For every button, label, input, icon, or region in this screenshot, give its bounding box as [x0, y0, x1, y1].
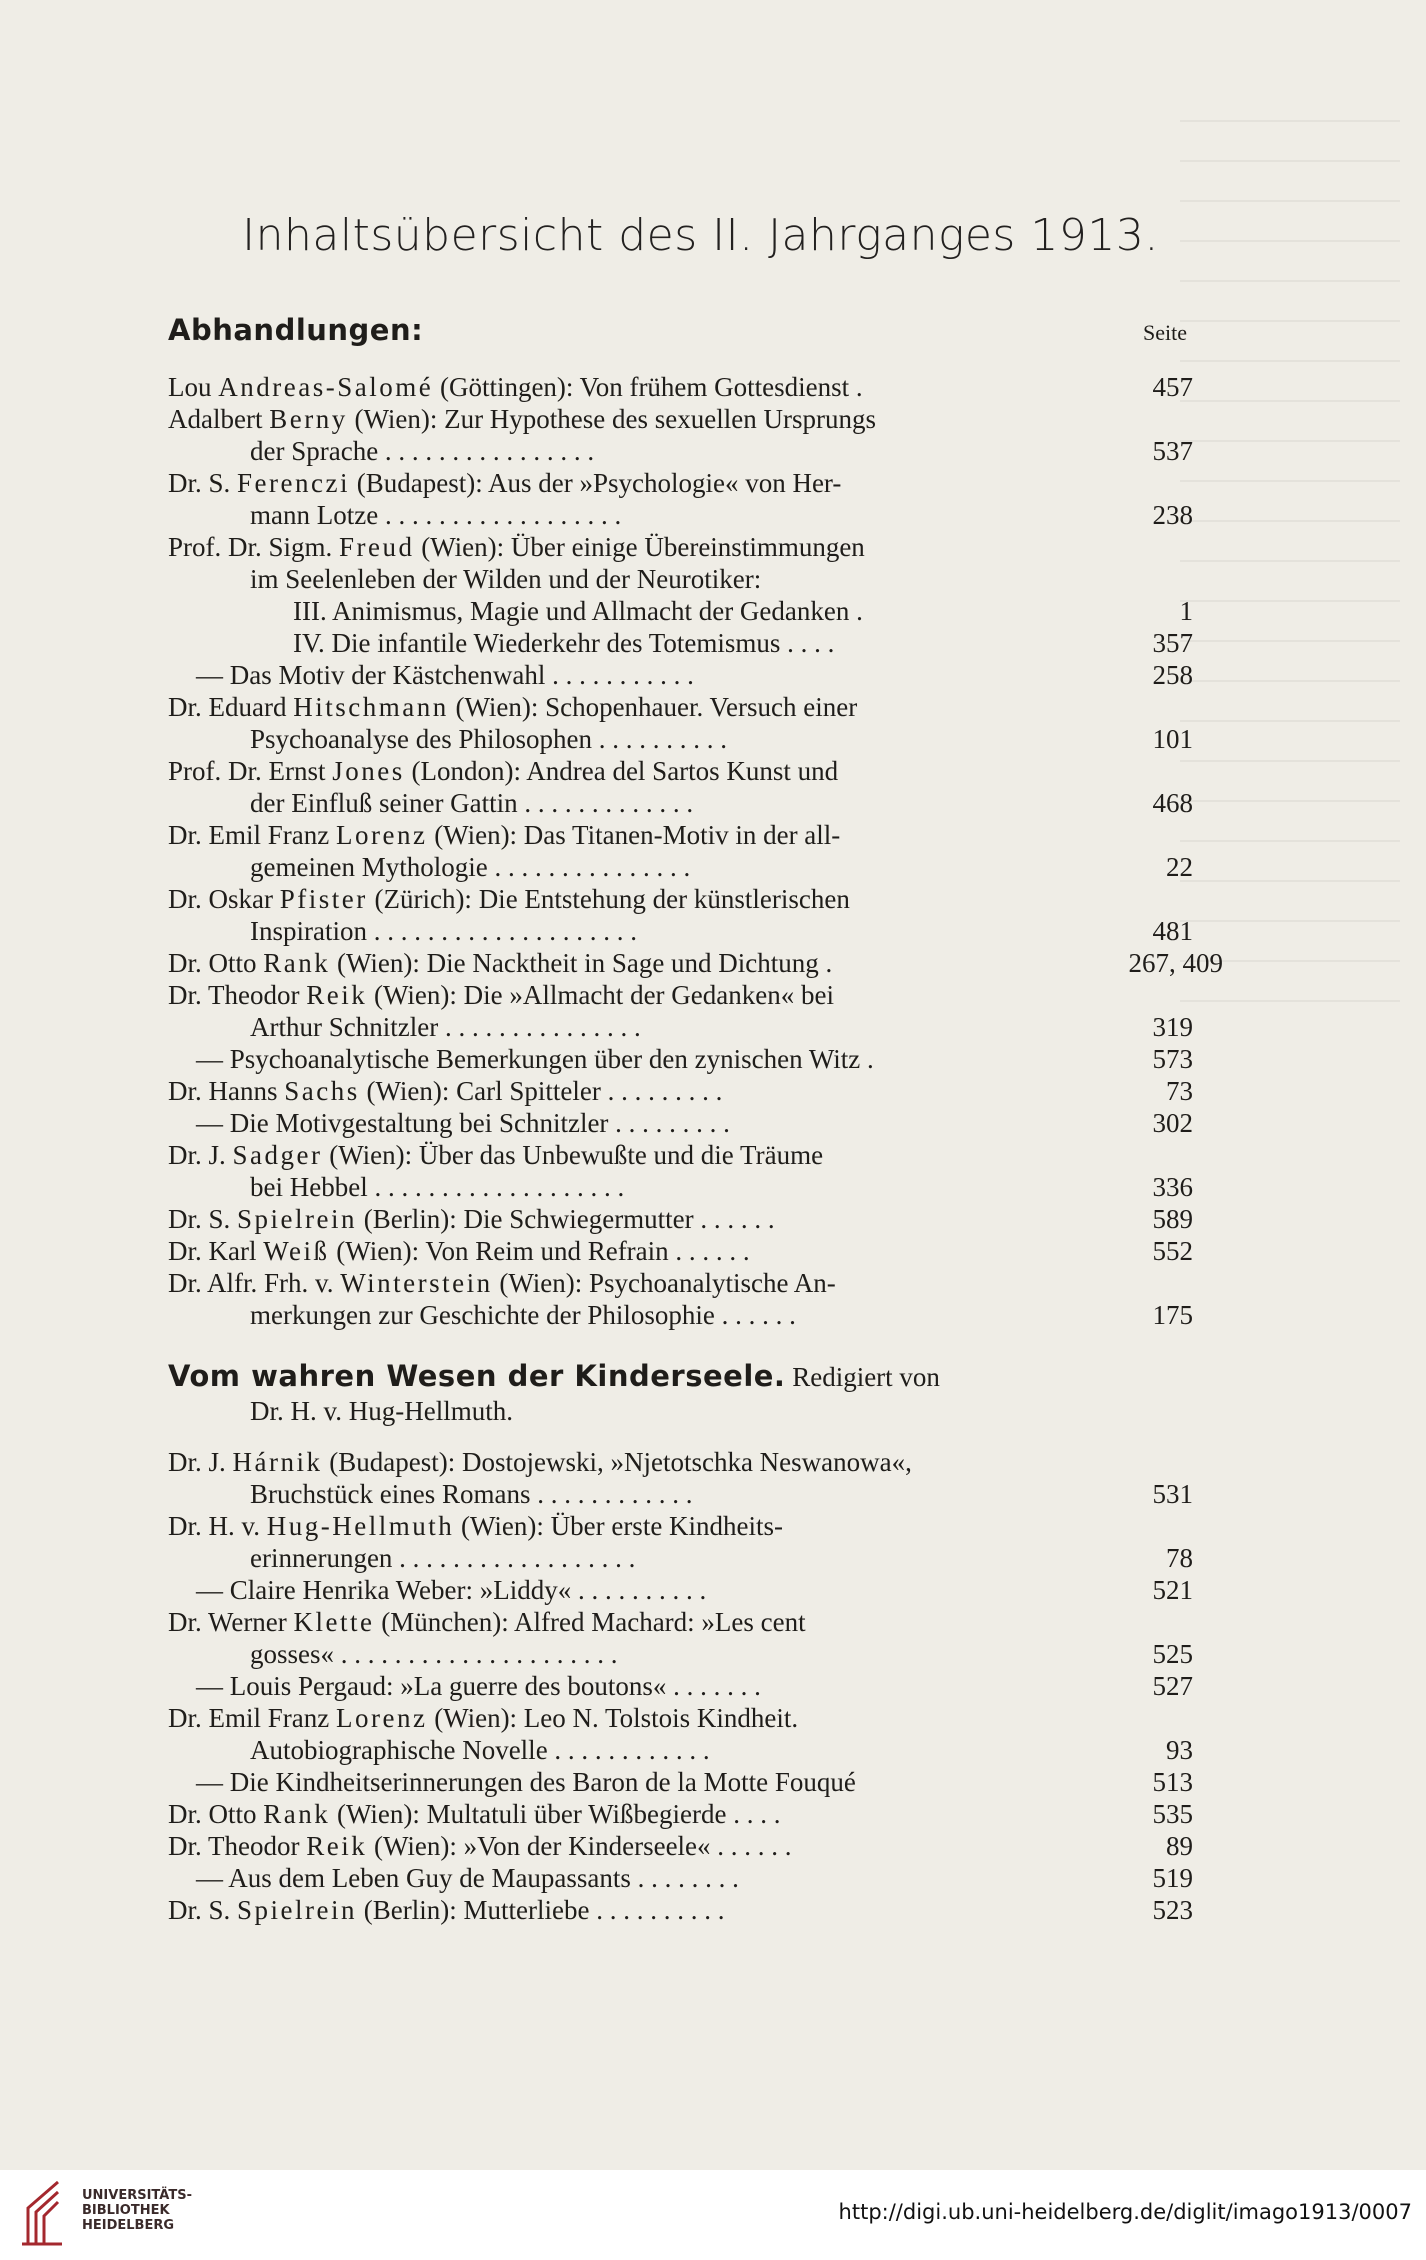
entry-page-number: 101 [1152, 724, 1193, 754]
entry-page-number: 468 [1152, 788, 1193, 818]
entry-text [168, 531, 1103, 595]
entry-prefix: Dr. J. [168, 1140, 233, 1170]
toc-entry [168, 691, 1193, 755]
entry-text [168, 1670, 1103, 1702]
entry-text [168, 403, 1103, 467]
entry-text [168, 659, 1103, 691]
entry-author: Sadger [232, 1140, 323, 1170]
toc-entry [168, 659, 1193, 691]
entry-prefix: Dr. Eduard [168, 692, 294, 722]
entry-prefix: Dr. S. [168, 1895, 238, 1925]
editor-name: Dr. H. v. Hug-Hellmuth. [250, 1396, 513, 1426]
entry-text [168, 1830, 1103, 1862]
entry-page-number: 589 [1152, 1204, 1193, 1234]
entry-author: Berny [269, 404, 348, 434]
entry-page-number: 573 [1152, 1044, 1193, 1074]
toc-entry [168, 531, 1193, 595]
entry-page-number: 258 [1152, 660, 1193, 690]
entry-author: Jones [332, 756, 405, 786]
entry-title: (Wien): Schopenhauer. Versuch einer [448, 692, 858, 722]
entry-title: (Budapest): Aus der »Psychologie« von Her- [349, 468, 842, 498]
page-title: Inhaltsübersicht des II. Jahrganges 1913. [242, 210, 1159, 261]
entry-text [168, 467, 1103, 531]
entry-prefix: Dr. Otto [168, 948, 264, 978]
toc-entry [168, 1702, 1193, 1766]
toc-entry [168, 627, 1193, 659]
entry-title: (Wien): Multatuli über Wißbegierde . . . . [330, 1799, 781, 1829]
entry-prefix: Dr. J. [168, 1447, 233, 1477]
entry-title-continued: Bruchstück eines Romans . . . . . . . . . . . . [250, 1479, 693, 1509]
section-kinderseele [168, 1359, 1193, 1428]
entry-prefix: Dr. H. v. [168, 1511, 267, 1541]
toc-entry [168, 1670, 1193, 1702]
toc-entry [168, 1446, 1193, 1510]
entry-text [168, 1862, 1103, 1894]
entry-page-number: 537 [1152, 436, 1193, 466]
entry-text [168, 1446, 1103, 1510]
entry-title-continued: bei Hebbel . . . . . . . . . . . . . . . . . . . [250, 1172, 625, 1202]
entry-prefix: Dr. Hanns [168, 1076, 285, 1106]
entry-prefix: Dr. Oskar [168, 884, 280, 914]
entry-page-number: 457 [1152, 372, 1193, 402]
entry-text [168, 1139, 1103, 1203]
entry-author: Lorenz [335, 820, 428, 850]
library-logo-icon [18, 2178, 66, 2248]
entry-text [168, 1606, 1103, 1670]
entry-page-number: 302 [1152, 1108, 1193, 1138]
entry-continuation-title: — Louis Pergaud: »La guerre des boutons« . . . . . . . [196, 1671, 761, 1701]
entry-title: (Wien): Von Reim und Refrain . . . . . . [329, 1236, 750, 1266]
entry-author: Sachs [284, 1076, 360, 1106]
entry-author: Andreas-Salomé [218, 372, 434, 402]
entry-author: Pfister [279, 884, 368, 914]
entry-prefix: Dr. Werner [168, 1607, 294, 1637]
section-heading-abhandlungen: Abhandlungen: [168, 313, 424, 347]
entry-title: (London): Andrea del Sartos Kunst und [404, 756, 839, 786]
entry-title: (Berlin): Die Schwiegermutter . . . . . . [357, 1204, 775, 1234]
entry-prefix: Dr. Theodor [168, 1831, 307, 1861]
entry-prefix: Prof. Dr. Sigm. [168, 532, 340, 562]
entry-prefix: Dr. Karl [168, 1236, 264, 1266]
entry-text [168, 1267, 1103, 1331]
toc-entry [168, 1798, 1193, 1830]
source-url[interactable]: http://digi.ub.uni-heidelberg.de/diglit/imago1913/0007 [838, 2200, 1412, 2224]
toc-entry [168, 1107, 1193, 1139]
entry-title: (Wien): »Von der Kinderseele« . . . . . . [367, 1831, 792, 1861]
toc-entry [168, 1510, 1193, 1574]
toc-entry [168, 755, 1193, 819]
entry-title: (Zürich): Die Entstehung der künstlerischen [367, 884, 850, 914]
entry-continuation-title: — Die Kindheitserinnerungen des Baron de la Motte Fouqué [196, 1767, 856, 1797]
entry-continuation-title: — Aus dem Leben Guy de Maupassants . . . . . . . . [196, 1863, 739, 1893]
entry-text [168, 1043, 1103, 1075]
entry-title-continued: Autobiographische Novelle . . . . . . . . . . . . [250, 1735, 710, 1765]
entry-title: (Wien): Über das Unbewußte und die Träume [322, 1140, 824, 1170]
editor-prefix: Redigiert von [785, 1362, 940, 1392]
entry-author: Freud [339, 532, 415, 562]
entry-page-number: 513 [1152, 1767, 1193, 1797]
entry-page-number: 89 [1166, 1831, 1193, 1861]
entry-text [168, 1107, 1103, 1139]
entry-text [168, 883, 1103, 947]
entry-page-number: 523 [1152, 1895, 1193, 1925]
entry-prefix: Dr. Theodor [168, 980, 307, 1010]
bleed-through-shadow [1180, 120, 1400, 1020]
entry-title: (Wien): Carl Spitteler . . . . . . . . . [359, 1076, 723, 1106]
entry-author: Reik [306, 1831, 368, 1861]
entry-author: Winterstein [340, 1268, 493, 1298]
toc-entry [168, 1606, 1193, 1670]
kinderseele-list [168, 1446, 1193, 1926]
toc-entry [168, 1830, 1193, 1862]
toc-entry [168, 1766, 1193, 1798]
entry-text [168, 627, 1103, 659]
entry-prefix: Dr. Alfr. Frh. v. [168, 1268, 341, 1298]
entry-title-continued: Arthur Schnitzler . . . . . . . . . . . . . . . [250, 1012, 641, 1042]
entry-page-number: 519 [1152, 1863, 1193, 1893]
entry-author: Klette [293, 1607, 375, 1637]
entry-title: (Wien): Die Nacktheit in Sage und Dichtung . [330, 948, 833, 978]
entry-text [168, 691, 1103, 755]
entry-title: (Wien): Leo N. Tolstois Kindheit. [427, 1703, 799, 1733]
entry-text [168, 1894, 1103, 1926]
entry-text [168, 1574, 1103, 1606]
toc-entry [168, 947, 1223, 979]
entry-title: (Wien): Das Titanen-Motiv in der all- [427, 820, 841, 850]
toc-entry [168, 1235, 1193, 1267]
entry-author: Ferenczi [237, 468, 350, 498]
entry-title: (Wien): Psychoanalytische An- [492, 1268, 836, 1298]
footer-bar [0, 2170, 1426, 2260]
entry-continuation-title: — Claire Henrika Weber: »Liddy« . . . . . . . . . . [196, 1575, 707, 1605]
entry-page-number: 535 [1152, 1799, 1193, 1829]
entry-text [168, 1766, 1103, 1798]
entry-page-number: 521 [1152, 1575, 1193, 1605]
toc-entry [168, 1139, 1193, 1203]
toc-entry [168, 1203, 1193, 1235]
entry-title-continued: gemeinen Mythologie . . . . . . . . . . . . . . . [250, 852, 691, 882]
entry-text [168, 755, 1103, 819]
entry-title-continued: gosses« . . . . . . . . . . . . . . . . . . . . . [250, 1639, 618, 1669]
entry-title-continued: Psychoanalyse des Philosophen . . . . . . . . . . [250, 724, 727, 754]
entry-title: (Göttingen): Von frühem Gottesdienst . [433, 372, 863, 402]
abhandlungen-list [168, 371, 1223, 1331]
entry-text [168, 1510, 1103, 1574]
toc-entry [168, 1862, 1193, 1894]
entry-title: (Wien): Über erste Kindheits- [454, 1511, 784, 1541]
entry-continuation-title: — Psychoanalytische Bemerkungen über den zynischen Witz . [196, 1044, 874, 1074]
toc-entry [168, 595, 1193, 627]
entry-title-continued: Inspiration . . . . . . . . . . . . . . . . . . . . [250, 916, 637, 946]
entry-title: (Wien): Die »Allmacht der Gedanken« bei [367, 980, 834, 1010]
entry-continuation-title: — Das Motiv der Kästchenwahl . . . . . . . . . . . [196, 660, 694, 690]
entry-continuation-title: — Die Motivgestaltung bei Schnitzler . . . . . . . . . [196, 1108, 730, 1138]
entry-prefix: Dr. S. [168, 468, 238, 498]
entry-title: (München): Alfred Machard: »Les cent [374, 1607, 806, 1637]
entry-author: Rank [263, 1799, 331, 1829]
entry-text [168, 979, 1103, 1043]
toc-entry [168, 979, 1193, 1043]
entry-subtitle: IV. Die infantile Wiederkehr des Totemismus . . . . [293, 628, 835, 658]
toc-entry [168, 1574, 1193, 1606]
entry-text [168, 1235, 1103, 1267]
entry-page-number: 336 [1152, 1172, 1193, 1202]
entry-text [168, 1203, 1103, 1235]
entry-title-continued: der Einfluß seiner Gattin . . . . . . . . . . . . . [250, 788, 694, 818]
section-heading-row [168, 313, 1193, 347]
section-heading-kinderseele: Vom wahren Wesen der Kinderseele. [168, 1359, 786, 1393]
entry-text [168, 595, 1103, 627]
toc-entry [168, 1043, 1193, 1075]
entry-page-number: 267, 409 [1128, 948, 1223, 978]
entry-page-number: 525 [1152, 1639, 1193, 1669]
entry-prefix: Adalbert [168, 404, 270, 434]
entry-author: Rank [263, 948, 331, 978]
entry-text [168, 947, 1113, 979]
entry-prefix: Dr. Otto [168, 1799, 264, 1829]
entry-page-number: 527 [1152, 1671, 1193, 1701]
entry-title: (Wien): Zur Hypothese des sexuellen Ursprungs [347, 404, 876, 434]
entry-author: Lorenz [335, 1703, 428, 1733]
entry-text [168, 1702, 1103, 1766]
entry-page-number: 93 [1166, 1735, 1193, 1765]
library-name: UNIVERSITÄTS- BIBLIOTHEK HEIDELBERG [82, 2188, 192, 2233]
entry-subtitle: III. Animismus, Magie und Allmacht der Gedanken . [293, 596, 863, 626]
entry-page-number: 531 [1152, 1479, 1193, 1509]
entry-prefix: Dr. Emil Franz [168, 1703, 336, 1733]
toc-entry [168, 1075, 1193, 1107]
page-column-label: Seite [1143, 320, 1187, 345]
entry-prefix: Lou [168, 372, 219, 402]
entry-page-number: 481 [1152, 916, 1193, 946]
entry-author: Reik [306, 980, 368, 1010]
entry-title-continued: im Seelenleben der Wilden und der Neurotiker: [250, 564, 762, 594]
entry-prefix: Dr. S. [168, 1204, 238, 1234]
toc-entry [168, 467, 1193, 531]
entry-author: Weiß [263, 1236, 330, 1266]
entry-title-continued: mann Lotze . . . . . . . . . . . . . . . . . . [250, 500, 622, 530]
entry-page-number: 357 [1152, 628, 1193, 658]
entry-page-number: 1 [1179, 596, 1193, 626]
entry-title: (Wien): Über einige Übereinstimmungen [414, 532, 865, 562]
toc-entry [168, 1267, 1193, 1331]
entry-prefix: Prof. Dr. Ernst [168, 756, 333, 786]
entry-text [168, 819, 1103, 883]
entry-page-number: 552 [1152, 1236, 1193, 1266]
entry-page-number: 175 [1152, 1300, 1193, 1330]
entry-author: Spielrein [237, 1895, 358, 1925]
entry-prefix: Dr. Emil Franz [168, 820, 336, 850]
entry-title: (Berlin): Mutterliebe . . . . . . . . . . [357, 1895, 725, 1925]
toc-entry [168, 403, 1193, 467]
entry-page-number: 22 [1166, 852, 1193, 882]
entry-page-number: 238 [1152, 500, 1193, 530]
entry-title-continued: der Sprache . . . . . . . . . . . . . . . . [250, 436, 595, 466]
entry-title-continued: erinnerungen . . . . . . . . . . . . . . . . . . [250, 1543, 636, 1573]
entry-page-number: 319 [1152, 1012, 1193, 1042]
entry-title: (Budapest): Dostojewski, »Njetotschka Neswanowa«, [322, 1447, 912, 1477]
toc-entry [168, 1894, 1193, 1926]
entry-page-number: 73 [1166, 1076, 1193, 1106]
toc-entry [168, 819, 1193, 883]
entry-author: Hárnik [232, 1447, 323, 1477]
entry-text [168, 371, 1103, 403]
entry-author: Spielrein [237, 1204, 358, 1234]
toc-entry [168, 883, 1193, 947]
table-of-contents [168, 210, 1223, 1926]
entry-page-number: 78 [1166, 1543, 1193, 1573]
entry-text [168, 1075, 1103, 1107]
toc-entry [168, 371, 1193, 403]
entry-author: Hug-Hellmuth [266, 1511, 455, 1541]
entry-title-continued: merkungen zur Geschichte der Philosophie . . . . . . [250, 1300, 796, 1330]
entry-author: Hitschmann [293, 692, 449, 722]
entry-text [168, 1798, 1103, 1830]
